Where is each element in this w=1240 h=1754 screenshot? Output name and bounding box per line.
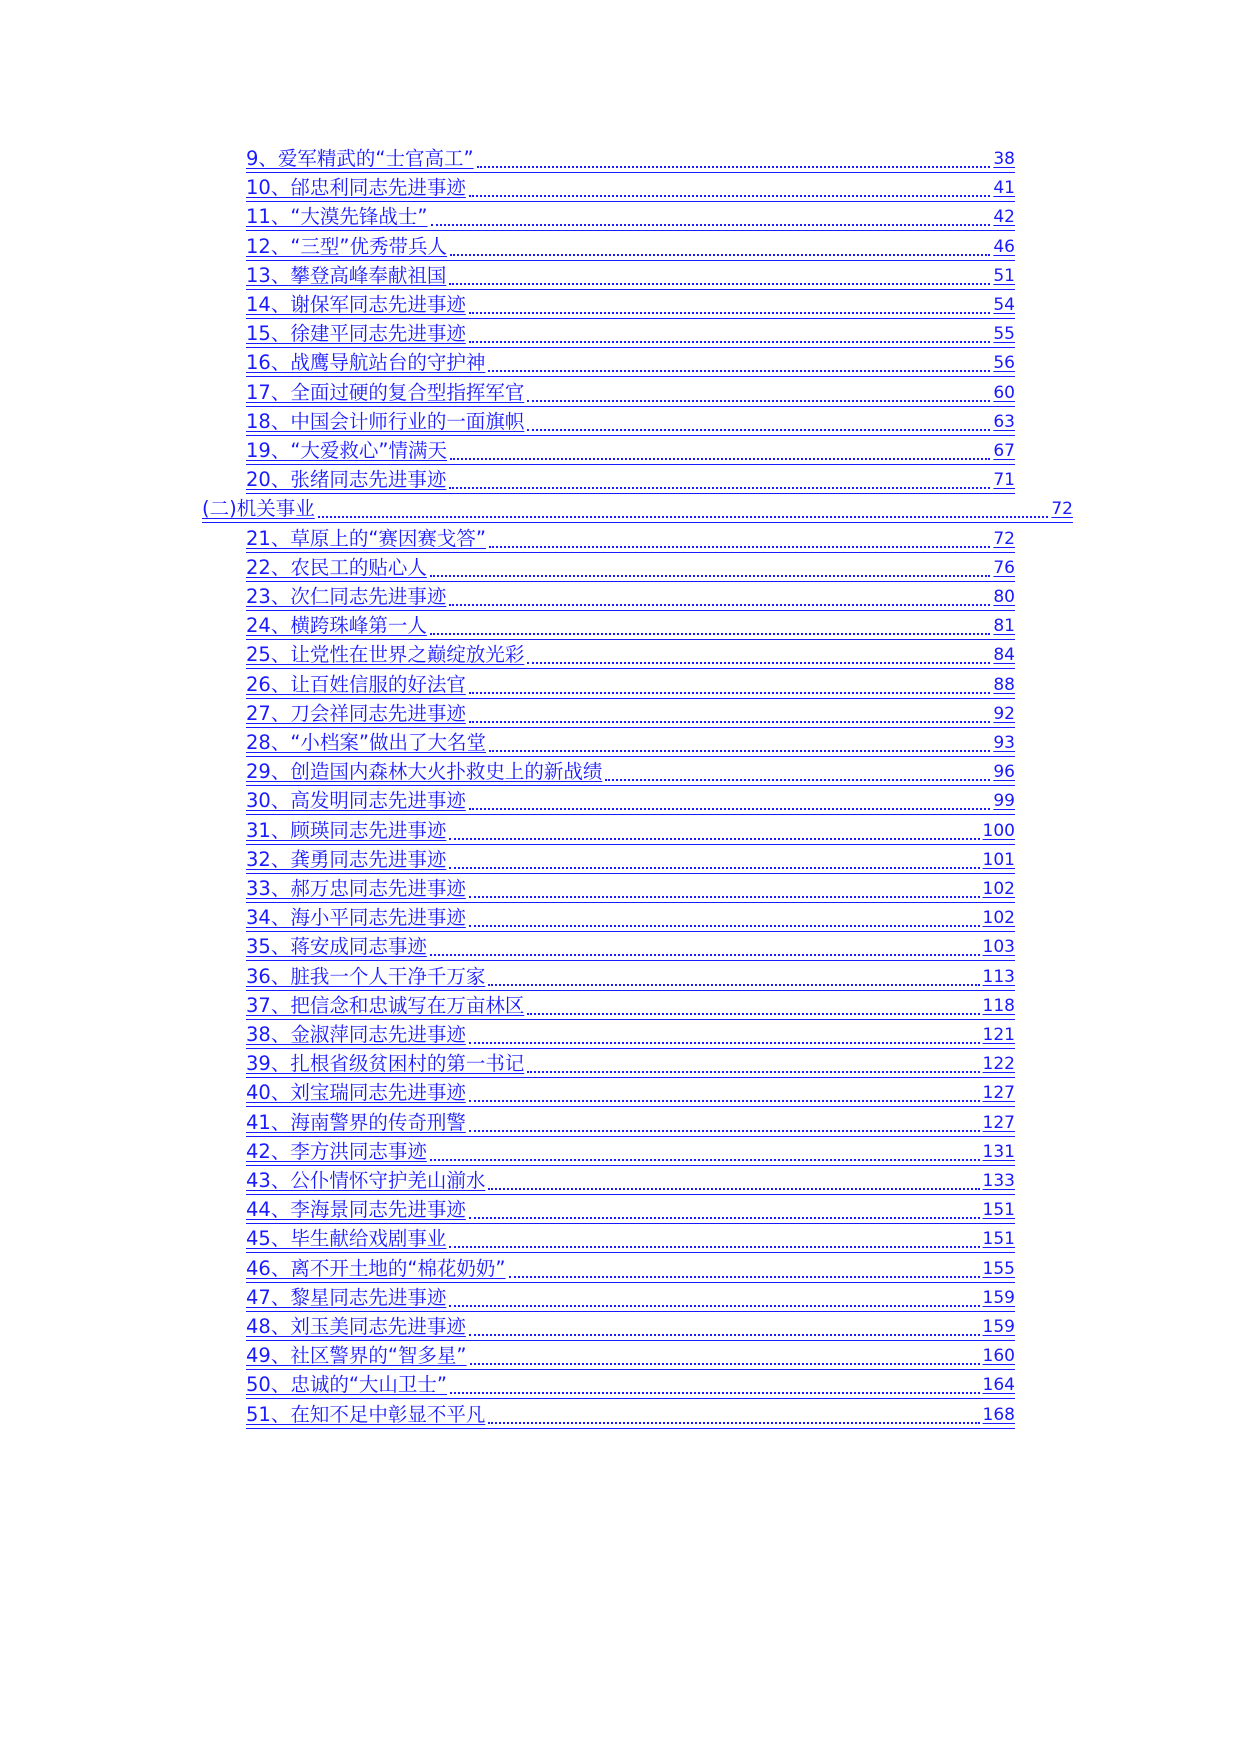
toc-page-number: 159 <box>982 1317 1015 1337</box>
dot-leader <box>430 551 991 577</box>
toc-entry-title: 41、海南警界的传奇刑警 <box>246 1110 466 1134</box>
toc-page-number: 71 <box>993 470 1015 491</box>
toc-entry-title: 46、离不开土地的“棉花奶奶” <box>246 1256 506 1280</box>
toc-entry-title: 36、脏我一个人干净千万家 <box>246 964 486 988</box>
dot-leader <box>469 1076 980 1102</box>
toc-entry-title: 21、草原上的“赛因赛戈答” <box>246 526 487 550</box>
dot-leader <box>430 609 991 635</box>
toc-entry-title: 10、邰忠利同志先进事迹 <box>246 176 466 200</box>
dot-leader <box>450 230 990 256</box>
toc-entry-link[interactable] <box>246 346 1015 376</box>
toc-entry-title: 42、李方洪同志事迹 <box>246 1139 427 1163</box>
toc-section-link[interactable] <box>202 492 1073 522</box>
toc-entry-link[interactable] <box>246 317 1015 347</box>
toc-entry-link[interactable] <box>246 872 1015 902</box>
toc-page-number: 41 <box>993 178 1015 199</box>
dot-leader <box>469 171 991 197</box>
dot-leader <box>430 1135 980 1161</box>
toc-page-number: 127 <box>982 1112 1015 1133</box>
link-underline <box>246 1428 1015 1429</box>
toc-entry-title: 25、让党性在世界之巅绽放光彩 <box>246 643 525 667</box>
toc-entry-title: 40、刘宝瑞同志先进事迹 <box>246 1081 466 1105</box>
toc-entry-link[interactable] <box>246 609 1015 639</box>
toc-page-number: 103 <box>982 937 1015 958</box>
toc-entry-title: 50、忠诚的“大山卫士” <box>246 1373 448 1397</box>
toc-page-number: 55 <box>993 324 1015 345</box>
toc-entry-title: 12、“三型”优秀带兵人 <box>246 234 448 258</box>
toc-entry-link[interactable] <box>246 843 1015 873</box>
dot-leader <box>449 814 979 840</box>
dot-leader <box>489 726 990 752</box>
toc-entry-title: 33、郝万忠同志先进事迹 <box>246 877 466 900</box>
toc-page-number: 92 <box>993 703 1015 724</box>
toc-page-number: 67 <box>993 441 1015 461</box>
toc-entry-title: 47、黎星同志先进事迹 <box>246 1285 447 1309</box>
toc-entry-title: 19、“大爱救心”情满天 <box>246 439 448 462</box>
toc-entry-title: 30、高发明同志先进事迹 <box>246 789 466 813</box>
toc-entry-link[interactable] <box>246 668 1015 698</box>
toc-entry-link[interactable] <box>246 784 1015 814</box>
toc-page-number: 42 <box>993 207 1015 228</box>
toc-entry-link[interactable] <box>246 463 1015 493</box>
dot-leader <box>527 405 990 431</box>
toc-entry-title: 34、海小平同志先进事迹 <box>246 906 466 930</box>
toc-page-number: 102 <box>982 908 1015 929</box>
toc-page-number: 99 <box>993 791 1015 812</box>
toc-entry-link[interactable] <box>246 259 1015 289</box>
toc-entry-link[interactable] <box>246 551 1015 581</box>
toc-entry-title: 43、公仆情怀守护羌山湔水 <box>246 1169 486 1192</box>
toc-entry-link[interactable] <box>246 814 1015 844</box>
toc-page-number: 113 <box>982 966 1015 987</box>
dot-leader <box>449 463 990 489</box>
toc-entry-link[interactable] <box>246 989 1015 1019</box>
toc-page-number: 38 <box>993 149 1015 169</box>
toc-entry-link[interactable] <box>246 1310 1015 1340</box>
toc-page-number: 51 <box>993 265 1015 286</box>
dot-leader <box>469 1018 980 1044</box>
toc-entry-link[interactable] <box>246 522 1015 552</box>
toc-entry-link[interactable] <box>246 1106 1015 1136</box>
toc-entry-title: 22、农民工的贴心人 <box>246 555 427 579</box>
toc-entry-link[interactable] <box>246 960 1015 990</box>
toc-page-number: 151 <box>982 1229 1015 1250</box>
dot-leader <box>527 989 979 1015</box>
toc-page-number: 133 <box>982 1171 1015 1191</box>
toc-page-number: 72 <box>1051 499 1073 520</box>
toc-page-number: 127 <box>982 1083 1015 1104</box>
dot-leader <box>488 1398 979 1424</box>
toc-entry-title: 14、谢保军同志先进事迹 <box>246 293 466 316</box>
dot-leader <box>527 376 990 402</box>
toc-page-number: 100 <box>982 820 1015 841</box>
dot-leader <box>469 288 991 314</box>
toc-entry-link[interactable] <box>246 1281 1015 1311</box>
dot-leader <box>449 1281 979 1307</box>
toc-entry-title: 37、把信念和忠诚写在万亩林区 <box>246 993 525 1017</box>
toc-entry-title: 32、龚勇同志先进事迹 <box>246 847 447 871</box>
toc-entry-link[interactable] <box>246 1018 1015 1048</box>
toc-page-number: 155 <box>982 1258 1015 1279</box>
toc-entry-title: 18、中国会计师行业的一面旗帜 <box>246 409 525 433</box>
toc-entry-link[interactable] <box>246 697 1015 727</box>
toc-page-number: 101 <box>982 849 1015 870</box>
toc-entry-title: 35、蒋安成同志事迹 <box>246 935 427 959</box>
toc-entry-title: 28、“小档案”做出了大名堂 <box>246 731 487 754</box>
toc-page-number: 60 <box>993 382 1015 403</box>
toc-entry-link[interactable] <box>246 434 1015 464</box>
toc-page-number: 84 <box>993 645 1015 666</box>
dot-leader <box>449 1222 979 1248</box>
dot-leader <box>469 668 991 694</box>
toc-entry-link[interactable] <box>246 1252 1015 1282</box>
toc-entry-link[interactable] <box>246 930 1015 960</box>
toc-entry-link[interactable] <box>246 580 1015 610</box>
toc-entry-link[interactable] <box>246 1135 1015 1165</box>
toc-entry-title: 51、在知不足中彰显不平凡 <box>246 1402 486 1426</box>
toc-entry-link[interactable] <box>246 376 1015 406</box>
toc-page-number: 80 <box>993 587 1015 607</box>
toc-entry-link[interactable] <box>246 1047 1015 1077</box>
toc-entry-link[interactable] <box>246 200 1015 230</box>
dot-leader <box>449 580 990 606</box>
toc-entry-link[interactable] <box>246 405 1015 435</box>
toc-entry-link[interactable] <box>246 726 1015 756</box>
toc-entry-link[interactable] <box>246 230 1015 260</box>
toc-page-number: 122 <box>982 1054 1015 1075</box>
toc-entry-link[interactable] <box>246 1398 1015 1428</box>
toc-entry-title: 26、让百姓信服的好法官 <box>246 672 466 696</box>
toc-entry-link[interactable] <box>246 1368 1015 1398</box>
toc-page-number: 93 <box>993 733 1015 753</box>
toc-entry-link[interactable] <box>246 638 1015 668</box>
toc-page-number: 63 <box>993 411 1015 432</box>
toc-entry-title: 45、毕生献给戏剧事业 <box>246 1227 447 1251</box>
toc-entry-link[interactable] <box>246 1339 1015 1369</box>
dot-leader <box>449 259 990 285</box>
dot-leader <box>527 638 990 664</box>
toc-entry-link[interactable] <box>246 171 1015 201</box>
dot-leader <box>509 1252 980 1278</box>
toc-page-number: 121 <box>982 1025 1015 1045</box>
toc-entry-link[interactable] <box>246 1222 1015 1252</box>
toc-page-number: 76 <box>993 557 1015 578</box>
toc-page-number: 88 <box>993 674 1015 695</box>
toc-entry-title: 44、李海景同志先进事迹 <box>246 1198 466 1222</box>
toc-page-number: 54 <box>993 295 1015 315</box>
dot-leader <box>469 784 991 810</box>
toc-page-number: 160 <box>982 1346 1015 1367</box>
dot-leader <box>318 492 1049 518</box>
dot-leader <box>488 346 990 372</box>
toc-page-number: 96 <box>993 762 1015 783</box>
toc-entry-title: 48、刘玉美同志先进事迹 <box>246 1315 466 1338</box>
toc-entry-title: 31、顾瑛同志先进事迹 <box>246 818 447 842</box>
dot-leader <box>477 142 991 168</box>
dot-leader <box>470 1339 980 1365</box>
toc-page-number: 46 <box>993 236 1015 257</box>
dot-leader <box>469 697 991 723</box>
dot-leader <box>450 434 990 460</box>
toc-entry-link[interactable] <box>246 901 1015 931</box>
toc-entry-title: 39、扎根省级贫困村的第一书记 <box>246 1052 525 1076</box>
toc-entry-title: 16、战鹰导航站台的守护神 <box>246 351 486 375</box>
dot-leader <box>450 1368 980 1394</box>
toc-entry-title: 11、“大漠先锋战士” <box>246 205 428 229</box>
toc-page-number: 168 <box>982 1404 1015 1425</box>
toc-page-number: 56 <box>993 353 1015 374</box>
toc-entry-title: 38、金淑萍同志先进事迹 <box>246 1023 466 1046</box>
dot-leader <box>469 1106 980 1132</box>
toc-entry-title: 24、横跨珠峰第一人 <box>246 614 427 638</box>
toc-entry-title: 13、攀登高峰奉献祖国 <box>246 263 447 287</box>
dot-leader <box>489 522 990 548</box>
dot-leader <box>488 960 979 986</box>
dot-leader <box>527 1047 979 1073</box>
dot-leader <box>605 755 990 781</box>
toc-entry-link[interactable] <box>246 755 1015 785</box>
toc-page-number: 159 <box>982 1287 1015 1308</box>
toc-page-number: 151 <box>982 1200 1015 1221</box>
toc-entry-title: 17、全面过硬的复合型指挥军官 <box>246 380 525 404</box>
dot-leader <box>469 872 980 898</box>
toc-entry-title: 29、创造国内森林大火扑救史上的新战绩 <box>246 760 603 784</box>
toc-entry-title: 15、徐建平同志先进事迹 <box>246 322 466 346</box>
toc-entry-title: 20、张绪同志先进事迹 <box>246 468 447 492</box>
toc-entry-title: 23、次仁同志先进事迹 <box>246 585 447 608</box>
dot-leader <box>449 843 979 869</box>
toc-page-number: 131 <box>982 1141 1015 1162</box>
dot-leader <box>430 930 980 956</box>
dot-leader <box>469 1310 980 1336</box>
dot-leader <box>469 901 980 927</box>
toc-page-number: 72 <box>993 528 1015 549</box>
dot-leader <box>431 200 991 226</box>
toc-entry-link[interactable] <box>246 1164 1015 1194</box>
toc-entry-link[interactable] <box>246 1076 1015 1106</box>
toc-entry-title: (二)机关事业 <box>202 497 315 521</box>
toc-page-number: 118 <box>982 995 1015 1016</box>
toc-entry-link[interactable] <box>246 1193 1015 1223</box>
toc-entry-link[interactable] <box>246 288 1015 318</box>
toc-entry-title: 9、爱军精武的“士官高工” <box>246 147 474 170</box>
dot-leader <box>469 317 991 343</box>
toc-entry-title: 27、刀会祥同志先进事迹 <box>246 701 466 725</box>
toc-page-number: 164 <box>982 1375 1015 1396</box>
dot-leader <box>488 1164 979 1190</box>
dot-leader <box>469 1193 980 1219</box>
toc-page-number: 81 <box>993 616 1015 637</box>
toc-page-number: 102 <box>982 879 1015 899</box>
toc-entry-title: 49、社区警界的“智多星” <box>246 1344 467 1368</box>
toc-entry-link[interactable] <box>246 142 1015 172</box>
